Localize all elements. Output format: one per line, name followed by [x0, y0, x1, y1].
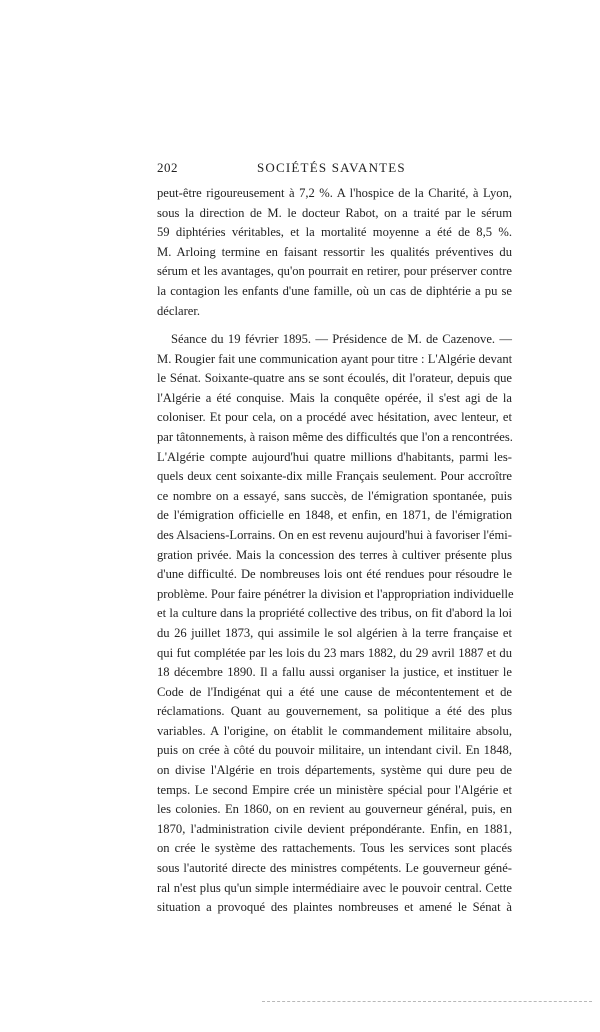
- text-line: l'Algérie a été conquise. Mais la conquête opérée, il s'est agi de la: [157, 390, 512, 405]
- text-line: sérum et les avantages, qu'on pourrait en retirer, pour préserver contre: [157, 264, 512, 279]
- text-line: sous la direction de M. le docteur Rabot, on a traité par le sérum: [157, 205, 512, 220]
- paragraph-seance-19-fevrier: [157, 330, 512, 918]
- bottom-dashed-rule: [262, 1001, 592, 1002]
- text-line: on divise l'Algérie en trois départements, système qui dure peu de: [157, 763, 512, 778]
- text-line: coloniser. Et pour cela, on a procédé avec hésitation, avec lenteur, et: [157, 410, 512, 425]
- page-header: [157, 160, 512, 178]
- text-line: 18 décembre 1890. Il a fallu aussi organiser la justice, et instituer le: [157, 665, 512, 680]
- text-line: et la culture dans la propriété collective des tribus, on fit d'abord la loi: [157, 606, 512, 621]
- text-line: de l'émigration officielle en 1848, et enfin, en 1871, de l'émigration: [157, 508, 512, 523]
- text-line: M. Rougier fait une communication ayant pour titre : L'Algérie devant: [157, 351, 513, 366]
- text-line: les colonies. En 1860, on en revient au gouverneur général, puis, en: [157, 802, 512, 817]
- text-line: peut-être rigoureusement à 7,2 %. A l'hospice de la Charité, à Lyon,: [157, 186, 512, 200]
- text-line: du 26 juillet 1873, qui assimile le sol algérien à la terre française et: [157, 625, 512, 640]
- text-line: L'Algérie compte aujourd'hui quatre millions d'habitants, parmi les-: [157, 449, 512, 464]
- text-line: Séance du 19 février 1895. — Présidence de M. de Cazenove. —: [171, 332, 512, 346]
- text-line: par tâtonnements, à raison même des difficultés que l'on a rencontrées.: [157, 429, 513, 444]
- text-line: temps. Le second Empire crée un ministère spécial pour l'Algérie et: [157, 782, 512, 797]
- text-line: le Sénat. Soixante-quatre ans se sont écoulés, dit l'orateur, depuis que: [157, 371, 512, 386]
- text-line: gration privée. Mais la concession des terres à cultiver présente plus: [157, 547, 512, 562]
- text-line: Code de l'Indigénat qui a été une cause de mécontentement et de: [157, 684, 512, 699]
- paragraph-serum: [157, 184, 512, 321]
- text-line: variables. A l'origine, on établit le commandement militaire absolu,: [157, 723, 512, 738]
- text-line: quels deux cent soixante-dix mille Français seulement. Pour accroître: [157, 469, 512, 484]
- text-line: qui fut complétée par les lois du 23 mars 1882, du 29 avril 1887 et du: [157, 645, 512, 660]
- text-line: sous l'autorité directe des ministres compétents. Le gouverneur géné-: [157, 861, 512, 876]
- text-line: M. Arloing termine en faisant ressortir les qualités préventives du: [157, 244, 512, 259]
- text-line: situation a provoqué des plaintes nombreuses et amené le Sénat à: [157, 900, 512, 915]
- text-line: 1870, l'administration civile devient prépondérante. Enfin, en 1881,: [157, 821, 512, 836]
- text-line: 59 diphtéries véritables, et la mortalité moyenne a été de 8,5 %.: [157, 225, 512, 240]
- text-line: puis on crée à côté du pouvoir militaire, un intendant civil. En 1848,: [157, 743, 512, 758]
- text-line: la contagion les enfants d'une famille, où un cas de diphtérie a pu se: [157, 283, 512, 298]
- text-line: réclamations. Quant au gouvernement, sa politique a été des plus: [157, 704, 512, 719]
- text-line: des Alsaciens-Lorrains. On en est revenu aujourd'hui à favoriser l'émi-: [157, 527, 512, 542]
- text-line: problème. Pour faire pénétrer la division et l'appropriation individuelle: [157, 586, 514, 601]
- text-line: ce nombre on a essayé, sans succès, de l'émigration spontanée, puis: [157, 488, 512, 503]
- text-line: déclarer.: [157, 303, 200, 318]
- text-line: on crée le système des rattachements. Tous les services sont placés: [157, 841, 512, 856]
- text-line: d'une difficulté. De nombreuses lois ont été rendues pour résoudre le: [157, 567, 512, 582]
- text-line: ral n'est plus qu'un simple intermédiaire avec le pouvoir central. Cette: [157, 880, 512, 895]
- running-title: SOCIÉTÉS SAVANTES: [257, 160, 406, 175]
- page-number: 202: [157, 160, 178, 175]
